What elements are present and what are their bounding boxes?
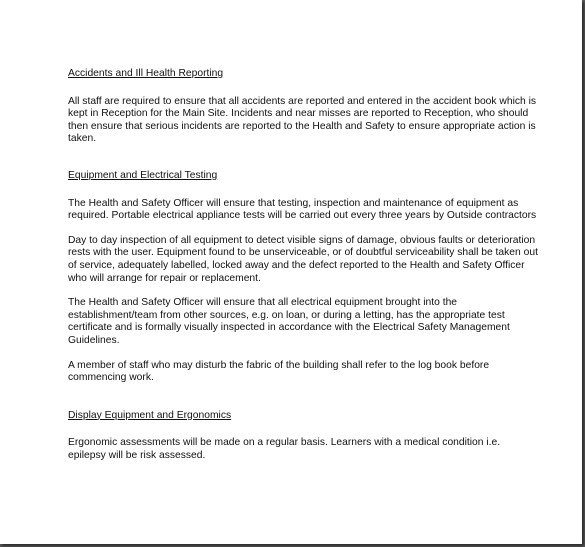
paragraph-external-equipment: The Health and Safety Officer will ensure that all electrical equipment brought into the establishment/team from other sources, e.g. on loan, or during a letting, has the appropriate test certificate and is formally visually inspected in accordance with the Electrical Safety Management Guidelines.	[68, 297, 510, 346]
section-heading-display-equipment: Display Equipment and Ergonomics	[68, 409, 232, 421]
paragraph-accident-reporting: All staff are required to ensure that all accidents are reported and entered in the accident book which is kept in Reception for the Main Site. Incidents and near misses are reported to Reception, who should then ensure that serious incidents are reported to the Health and Safety to ensure appropriate action is taken.	[68, 95, 537, 145]
section-heading-accidents: Accidents and Ill Health Reporting	[68, 68, 224, 79]
paragraph-equipment-testing: The Health and Safety Officer will ensure that testing, inspection and maintenance of equipment as required. Portable electrical appliance tests will be carried out every three years by Outside contractors	[68, 197, 537, 222]
paragraph-ergonomic-assessments: Ergonomic assessments will be made on a regular basis. Learners with a medical condition i.e. epilepsy will be risk assessed.	[68, 437, 501, 461]
paragraph-daily-inspection: Day to day inspection of all equipment to detect visible signs of damage, obvious faults or deterioration rests with the user. Equipment found to be unserviceable, or of doubtful serviceability shall be taken out of service, adequately labelled, locked away and the defect reported to the Health and Safety Officer who will arrange for repair or replacement.	[68, 234, 538, 284]
paragraph-building-fabric: A member of staff who may disturb the fabric of the building shall refer to the log book before commencing work.	[68, 359, 490, 384]
document-body	[68, 68, 538, 462]
section-heading-equipment: Equipment and Electrical Testing	[68, 169, 218, 181]
